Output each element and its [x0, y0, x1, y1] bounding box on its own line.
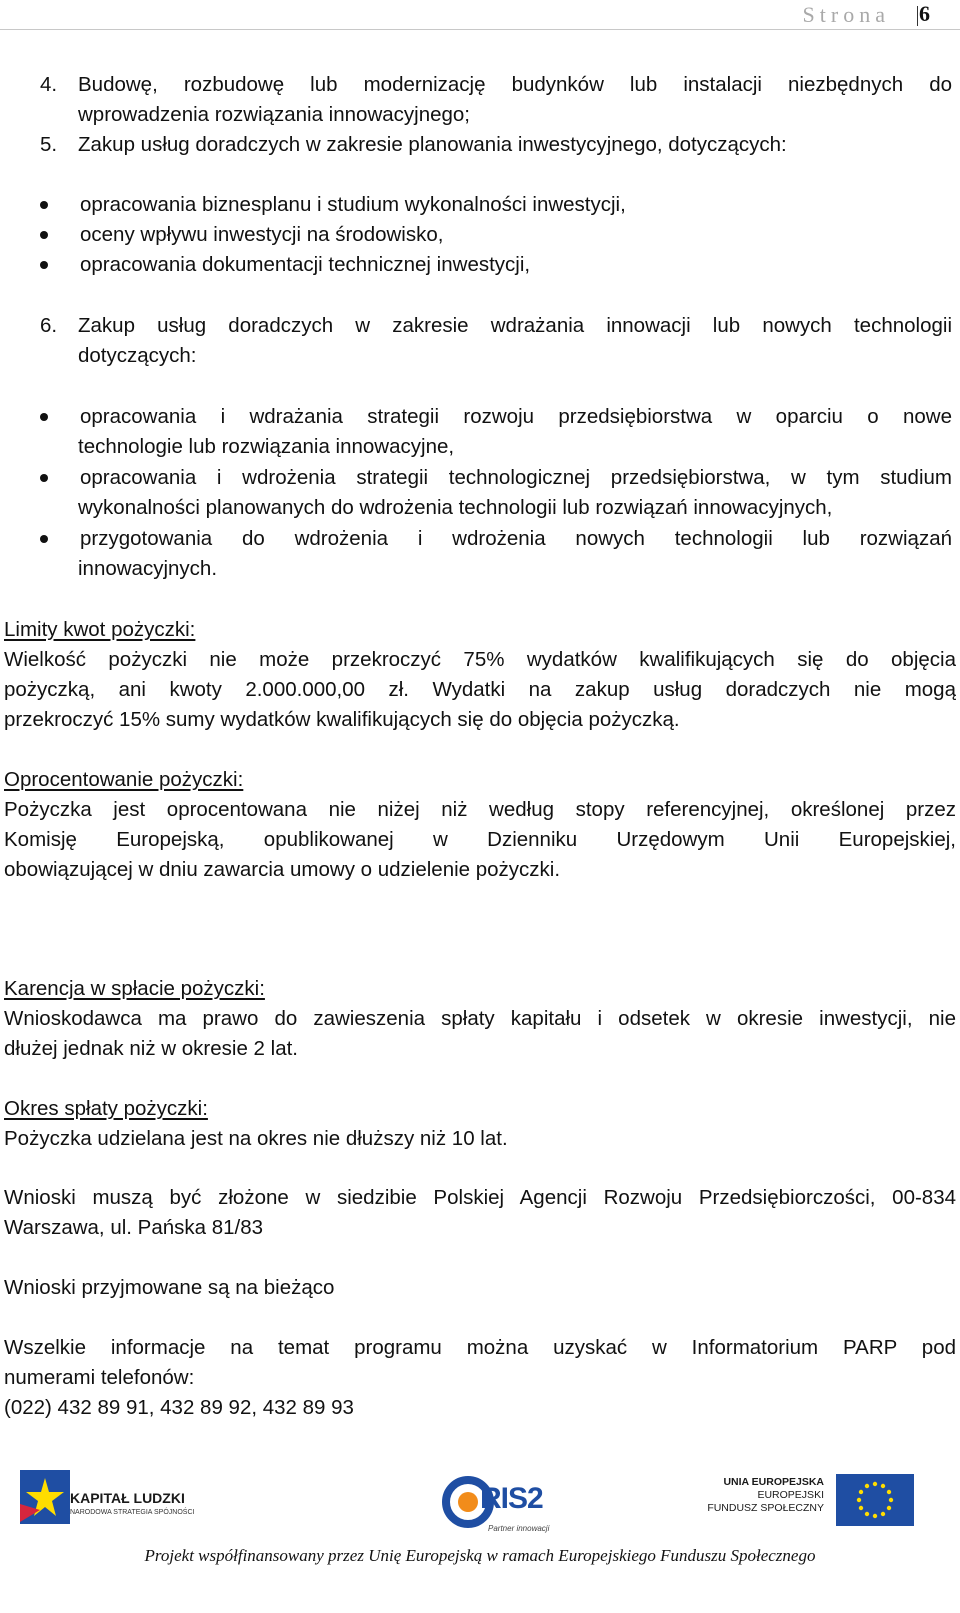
kapital-ludzki-title: KAPITAŁ LUDZKI — [70, 1490, 185, 1506]
grace-line-2: dłużej jednak niż w okresie 2 lat. — [4, 1037, 298, 1060]
item-4-line-1: Budowę, rozbudowę lub modernizację budynków lub instalacji niezbędnych do — [78, 73, 952, 96]
info-line-1: Wszelkie informacje na temat programu można uzyskać w Informatorium PARP pod — [4, 1336, 956, 1359]
limits-line-3: przekroczyć 15% sumy wydatków kwalifikujących się do objęcia pożyczką. — [4, 708, 680, 731]
kapital-ludzki-emblem-icon — [20, 1470, 70, 1534]
bullet-dot — [40, 474, 48, 482]
eu-logo-line-1: UNIA EUROPEJSKA — [723, 1476, 824, 1488]
grace-line-1: Wnioskodawca ma prawo do zawieszenia spłaty kapitału i odsetek w okresie inwestycji, nie — [4, 1007, 956, 1030]
eu-flag-icon — [836, 1474, 914, 1526]
bullet-dot — [40, 535, 48, 543]
info-line-2: numerami telefonów: — [4, 1366, 195, 1389]
page-header — [0, 0, 960, 30]
page-label: Strona — [802, 2, 890, 27]
interest-line-1: Pożyczka jest oprocentowana nie niżej niż według stopy referencyjnej, określonej przez — [4, 798, 956, 821]
limits-line-2: pożyczką, ani kwoty 2.000.000,00 zł. Wydatki na zakup usług doradczych nie mogą — [4, 678, 956, 701]
bullet-b-2-line-2: wykonalności planowanych do wdrożenia technologii lub rozwiązań innowacyjnych, — [78, 496, 833, 519]
item-5-line-1: Zakup usług doradczych w zakresie planowania inwestycyjnego, dotyczących: — [78, 133, 787, 156]
bullet-a-2: oceny wpływu inwestycji na środowisko, — [80, 223, 444, 246]
ris2-name: RIS2 — [480, 1482, 543, 1515]
list-number: 4. — [40, 73, 58, 96]
limits-line-1: Wielkość pożyczki nie może przekroczyć 75% wydatków kwalifikujących się do objęcia — [4, 648, 956, 671]
bullet-dot — [40, 231, 48, 239]
grace-heading: Karencja w spłacie pożyczki: — [4, 977, 265, 1000]
interest-heading: Oprocentowanie pożyczki: — [4, 768, 244, 791]
bullet-dot — [40, 413, 48, 421]
interest-line-3: obowiązującej w dniu zawarcia umowy o udzielenie pożyczki. — [4, 858, 561, 881]
kapital-ludzki-logo — [20, 1470, 220, 1540]
term-heading: Okres spłaty pożyczki: — [4, 1097, 208, 1120]
item-4-line-2: wprowadzenia rozwiązania innowacyjnego; — [78, 103, 471, 126]
term-line-1: Pożyczka udzielana jest na okres nie dłuższy niż 10 lat. — [4, 1127, 508, 1150]
eu-logo-line-3: FUNDUSZ SPOŁECZNY — [707, 1502, 824, 1514]
bullet-dot — [40, 261, 48, 269]
ris2-logo — [440, 1474, 560, 1544]
header-separator — [917, 6, 918, 26]
bullet-b-1-line-2: technologie lub rozwiązania innowacyjne, — [78, 435, 455, 458]
bullet-b-1-line-1: opracowania i wdrażania strategii rozwoju przedsiębiorstwa w oparciu o nowe — [80, 405, 952, 428]
interest-line-2: Komisję Europejską, opublikowanej w Dzienniku Urzędowym Unii Europejskiej, — [4, 828, 956, 851]
bullet-b-3-line-2: innowacyjnych. — [78, 557, 218, 580]
header-rule — [0, 29, 960, 30]
limits-heading: Limity kwot pożyczki: — [4, 618, 196, 641]
ongoing-line: Wnioski przyjmowane są na bieżąco — [4, 1276, 335, 1299]
bullet-b-2-line-1: opracowania i wdrożenia strategii technologicznej przedsiębiorstwa, w tym studium — [80, 466, 952, 489]
list-number: 5. — [40, 133, 58, 156]
submission-line-2: Warszawa, ul. Pańska 81/83 — [4, 1216, 264, 1239]
bullet-a-1: opracowania biznesplanu i studium wykonalności inwestycji, — [80, 193, 626, 216]
bullet-a-3: opracowania dokumentacji technicznej inwestycji, — [80, 253, 531, 276]
page-number: 6 — [919, 1, 930, 26]
item-6-line-2: dotyczących: — [78, 344, 197, 367]
footer-text: Projekt współfinansowany przez Unię Europejską w ramach Europejskiego Funduszu Społecznego — [144, 1546, 816, 1565]
bullet-b-3-line-1: przygotowania do wdrożenia i wdrożenia nowych technologii lub rozwiązań — [80, 527, 952, 550]
page-footer — [0, 1460, 960, 1613]
eu-efs-logo — [704, 1470, 934, 1540]
list-number: 6. — [40, 314, 58, 337]
bullet-dot — [40, 201, 48, 209]
ris2-caption: Partner innowacji — [488, 1524, 550, 1533]
submission-line-1: Wnioski muszą być złożone w siedzibie Polskiej Agencji Rozwoju Przedsiębiorczości, 00-834 — [4, 1186, 956, 1209]
kapital-ludzki-subtitle: NARODOWA STRATEGIA SPÓJNOŚCI — [70, 1509, 195, 1516]
info-line-3: (022) 432 89 91, 432 89 92, 432 89 93 — [4, 1396, 354, 1419]
eu-logo-line-2: EUROPEJSKI — [757, 1489, 824, 1501]
item-6-line-1: Zakup usług doradczych w zakresie wdrażania innowacji lub nowych technologii — [78, 314, 952, 337]
eu-logo-text — [704, 1476, 824, 1515]
